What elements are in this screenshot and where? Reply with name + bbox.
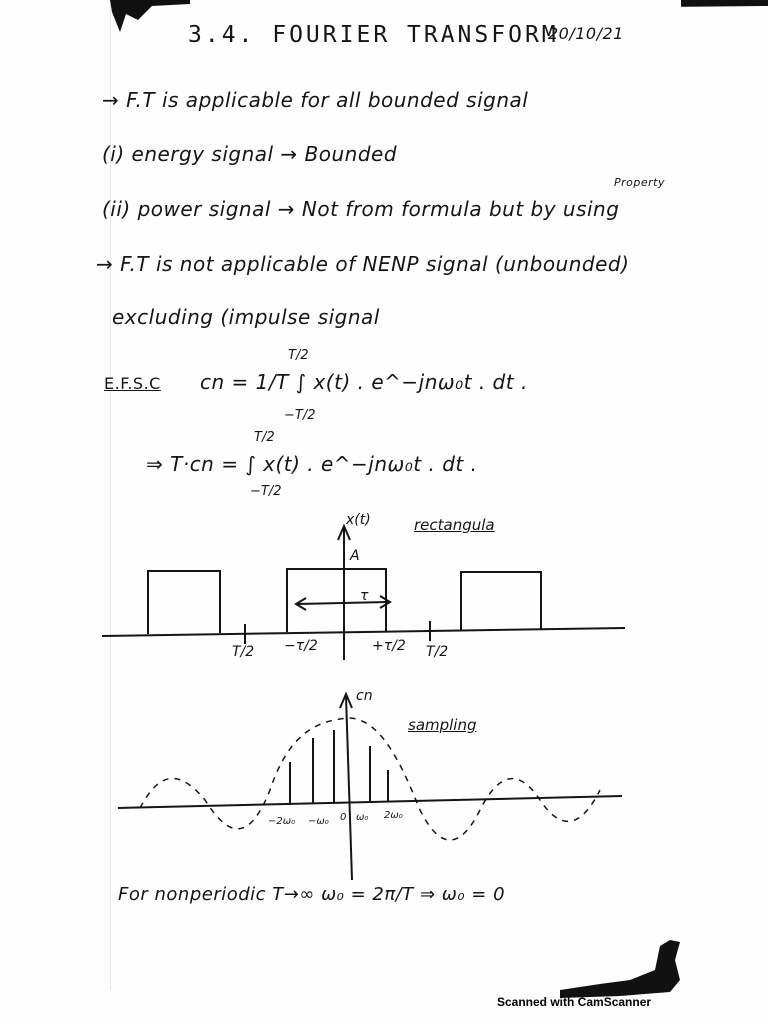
nonperiodic-condition: For nonperiodic T→∞ ω₀ = 2π/T ⇒ ω₀ = 0	[118, 884, 506, 905]
eq1-lower-limit: −T/2	[284, 408, 316, 423]
scanner-watermark: Scanned with CamScanner	[497, 995, 652, 1009]
fig2-amplitude-axis	[346, 696, 352, 880]
note-line-1: → F.T is applicable for all bounded signal	[102, 88, 529, 112]
equation-cn: cn = 1/T ∫ x(t) . e^−jnω₀t . dt .	[200, 370, 528, 394]
note-line-4: → F.T is not applicable of NENP signal (unbounded)	[96, 252, 630, 276]
fig1-tick-3: +τ/2	[372, 638, 406, 654]
fig2-tick-pos1: ω₀	[356, 812, 369, 823]
fig1-tick-4: T/2	[426, 644, 449, 660]
note-line-3: (ii) power signal → Not from formula but by using	[102, 197, 620, 221]
fig1-amplitude: A	[350, 548, 360, 564]
note-line-2: (i) energy signal → Bounded	[102, 142, 398, 166]
fig1-annotation: rectangula	[414, 516, 495, 534]
fig2-tick-pos2: 2ω₀	[384, 810, 403, 821]
eq1-upper-limit: T/2	[288, 348, 309, 363]
efsc-label: E.F.S.C	[104, 374, 161, 393]
note-title: 3.4. FOURIER TRANSFORM	[188, 22, 559, 48]
fig2-tick-zero: 0	[340, 812, 347, 823]
power-signal-note: Property	[614, 176, 665, 189]
fig2-tick-neg2: −2ω₀	[268, 816, 296, 827]
fig2-tick-neg1: −ω₀	[308, 816, 329, 827]
fig1-y-label: x(t)	[346, 512, 371, 528]
eq2-lower-limit: −T/2	[250, 484, 282, 499]
eq2-upper-limit: T/2	[254, 430, 275, 445]
note-line-5: excluding (impulse signal	[112, 305, 380, 329]
fig2-y-label: cn	[356, 688, 373, 704]
fig2-annotation: sampling	[408, 716, 477, 734]
fig1-width-label: τ	[360, 588, 369, 604]
equation-tcn: ⇒ T·cn = ∫ x(t) . e^−jnω₀t . dt .	[146, 452, 478, 476]
fig1-tick-1: T/2	[232, 644, 255, 660]
note-date: 20/10/21	[548, 24, 624, 43]
fig1-tick-2: −τ/2	[284, 638, 318, 654]
